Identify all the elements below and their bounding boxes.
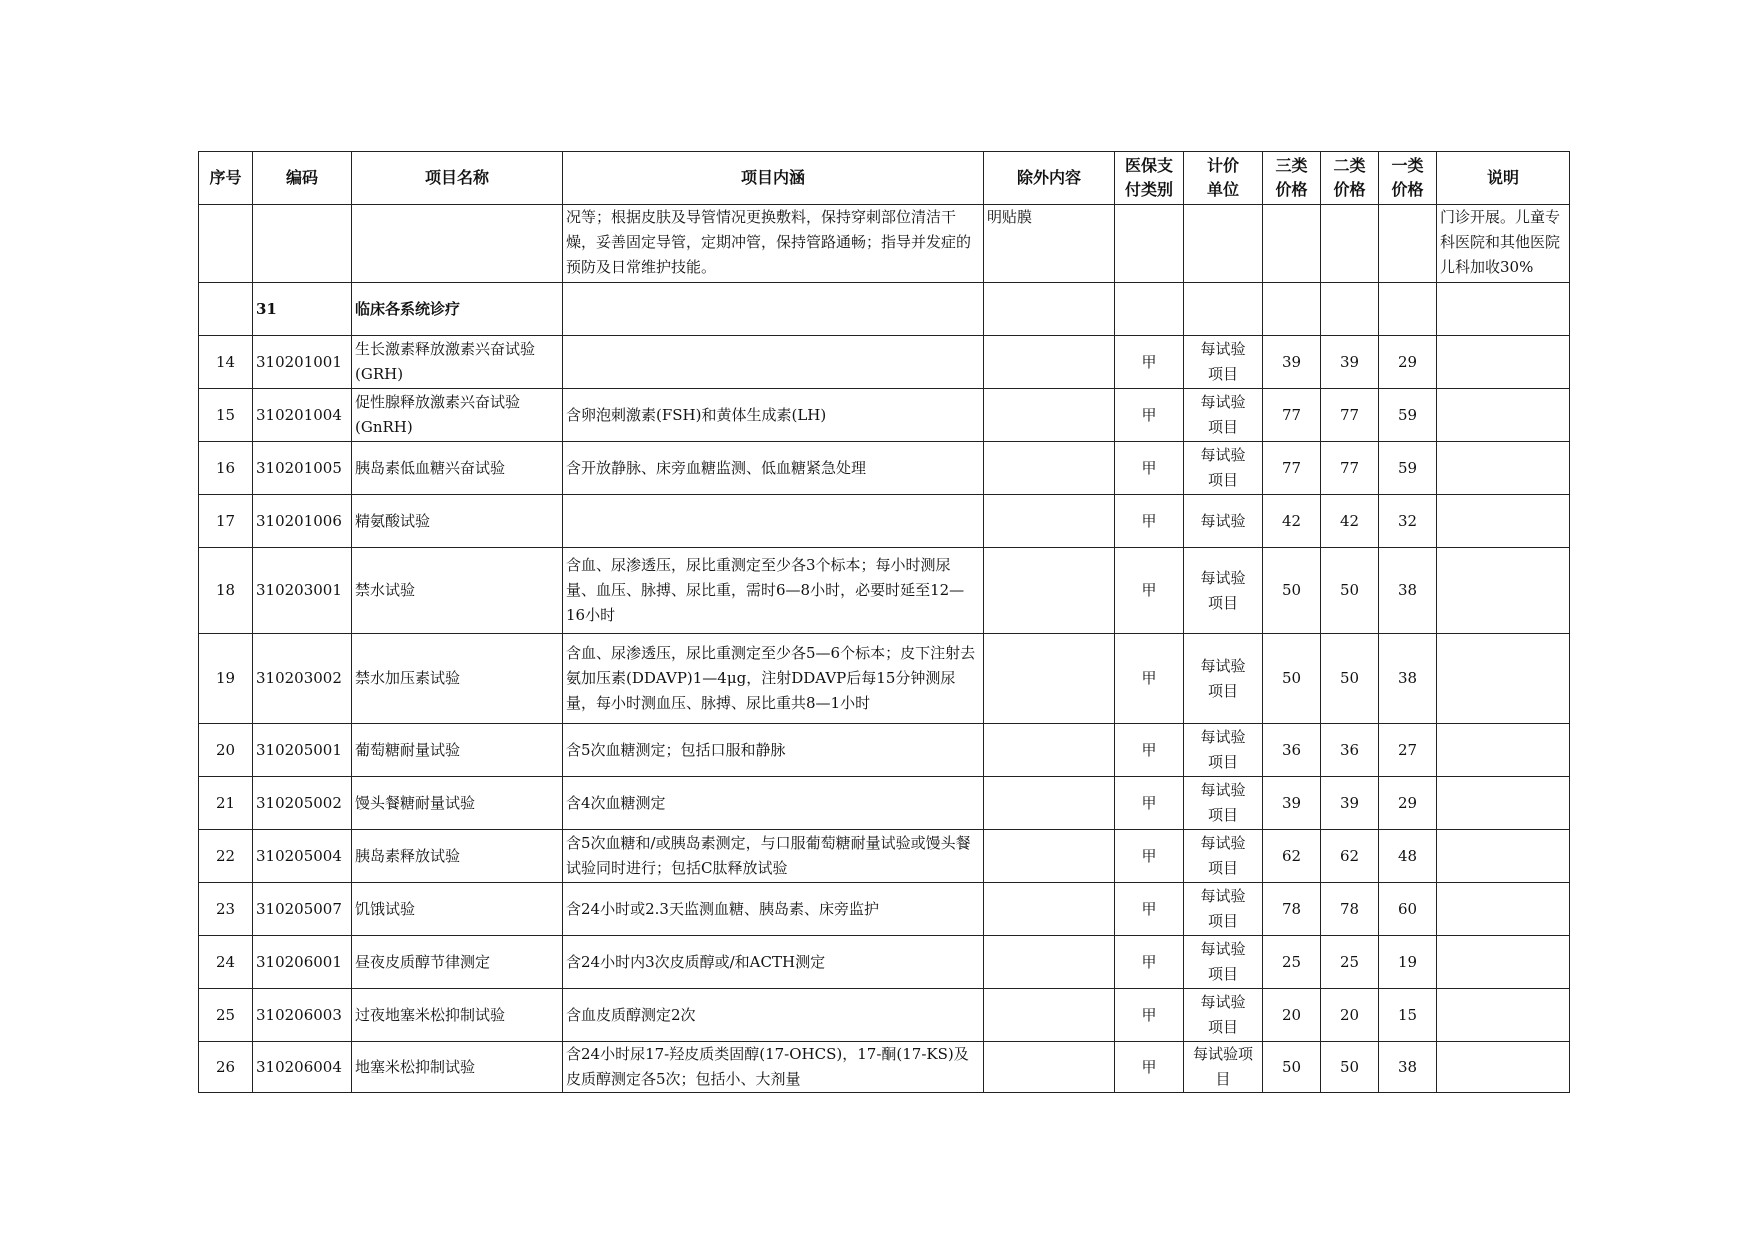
row-code: 310206003 xyxy=(253,989,352,1042)
row-price1: 19 xyxy=(1379,936,1437,989)
cont-price3 xyxy=(1263,205,1321,283)
row-excluded xyxy=(984,936,1115,989)
row-price3: 77 xyxy=(1263,389,1321,442)
row-code: 310203001 xyxy=(253,548,352,634)
row-code: 310201001 xyxy=(253,336,352,389)
row-price1: 60 xyxy=(1379,883,1437,936)
table-row xyxy=(199,442,1570,495)
row-code: 310201004 xyxy=(253,389,352,442)
section-empty xyxy=(1115,283,1184,336)
row-note xyxy=(1437,442,1570,495)
cont-code xyxy=(253,205,352,283)
row-name: 昼夜皮质醇节律测定 xyxy=(352,936,563,989)
row-seq: 20 xyxy=(199,724,253,777)
table-row xyxy=(199,548,1570,634)
row-name: 葡萄糖耐量试验 xyxy=(352,724,563,777)
cont-excluded: 明贴膜 xyxy=(984,205,1115,283)
row-price3: 50 xyxy=(1263,1042,1321,1093)
row-price2: 50 xyxy=(1321,548,1379,634)
continuation-row xyxy=(199,205,1570,283)
row-price3: 50 xyxy=(1263,634,1321,724)
row-unit: 每试验 项目 xyxy=(1184,724,1263,777)
row-insurance: 甲 xyxy=(1115,1042,1184,1093)
row-insurance: 甲 xyxy=(1115,989,1184,1042)
row-excluded xyxy=(984,1042,1115,1093)
cont-content: 况等；根据皮肤及导管情况更换敷料，保持穿刺部位清洁干燥，妥善固定导管，定期冲管，保持管路通畅；指导并发症的预防及日常维护技能。 xyxy=(563,205,984,283)
row-price3: 77 xyxy=(1263,442,1321,495)
row-code: 310203002 xyxy=(253,634,352,724)
row-code: 310206001 xyxy=(253,936,352,989)
row-price3: 36 xyxy=(1263,724,1321,777)
row-price1: 27 xyxy=(1379,724,1437,777)
row-unit: 每试验 项目 xyxy=(1184,989,1263,1042)
row-unit: 每试验 项目 xyxy=(1184,548,1263,634)
section-empty xyxy=(1379,283,1437,336)
row-price2: 36 xyxy=(1321,724,1379,777)
row-seq: 24 xyxy=(199,936,253,989)
row-note xyxy=(1437,634,1570,724)
row-insurance: 甲 xyxy=(1115,442,1184,495)
row-insurance: 甲 xyxy=(1115,336,1184,389)
row-insurance: 甲 xyxy=(1115,724,1184,777)
header-content: 项目内涵 xyxy=(563,152,984,205)
row-code: 310201005 xyxy=(253,442,352,495)
row-content: 含5次血糖测定；包括口服和静脉 xyxy=(563,724,984,777)
row-excluded xyxy=(984,389,1115,442)
section-empty xyxy=(1321,283,1379,336)
row-excluded xyxy=(984,830,1115,883)
row-code: 310205002 xyxy=(253,777,352,830)
cont-price2 xyxy=(1321,205,1379,283)
row-note xyxy=(1437,989,1570,1042)
row-unit: 每试验 项目 xyxy=(1184,389,1263,442)
row-price2: 62 xyxy=(1321,830,1379,883)
row-seq: 15 xyxy=(199,389,253,442)
header-price1: 一类 价格 xyxy=(1379,152,1437,205)
row-price3: 42 xyxy=(1263,495,1321,548)
section-name: 临床各系统诊疗 xyxy=(352,283,563,336)
row-seq: 18 xyxy=(199,548,253,634)
row-unit: 每试验 项目 xyxy=(1184,634,1263,724)
table-row xyxy=(199,495,1570,548)
header-insurance: 医保支 付类别 xyxy=(1115,152,1184,205)
row-price2: 20 xyxy=(1321,989,1379,1042)
section-empty xyxy=(984,283,1115,336)
row-insurance: 甲 xyxy=(1115,634,1184,724)
row-insurance: 甲 xyxy=(1115,936,1184,989)
row-price1: 29 xyxy=(1379,336,1437,389)
row-content: 含24小时或2.3天监测血糖、胰岛素、床旁监护 xyxy=(563,883,984,936)
row-name: 饥饿试验 xyxy=(352,883,563,936)
row-content: 含24小时尿17-羟皮质类固醇(17-OHCS)，17-酮(17-KS)及皮质醇测定各5次；包括小、大剂量 xyxy=(563,1042,984,1093)
table-row xyxy=(199,1042,1570,1093)
row-excluded xyxy=(984,634,1115,724)
row-price1: 59 xyxy=(1379,442,1437,495)
row-insurance: 甲 xyxy=(1115,883,1184,936)
row-name: 促性腺释放激素兴奋试验(GnRH) xyxy=(352,389,563,442)
row-note xyxy=(1437,936,1570,989)
row-note xyxy=(1437,777,1570,830)
section-row xyxy=(199,283,1570,336)
row-price3: 39 xyxy=(1263,777,1321,830)
header-price3: 三类 价格 xyxy=(1263,152,1321,205)
row-name: 精氨酸试验 xyxy=(352,495,563,548)
table-row xyxy=(199,389,1570,442)
row-content: 含5次血糖和/或胰岛素测定，与口服葡萄糖耐量试验或馒头餐试验同时进行；包括C肽释放试验 xyxy=(563,830,984,883)
header-excluded: 除外内容 xyxy=(984,152,1115,205)
section-empty xyxy=(563,283,984,336)
row-content: 含血皮质醇测定2次 xyxy=(563,989,984,1042)
row-name: 过夜地塞米松抑制试验 xyxy=(352,989,563,1042)
row-price3: 62 xyxy=(1263,830,1321,883)
row-price2: 50 xyxy=(1321,1042,1379,1093)
header-note: 说明 xyxy=(1437,152,1570,205)
row-code: 310205004 xyxy=(253,830,352,883)
row-note xyxy=(1437,1042,1570,1093)
section-empty xyxy=(1184,283,1263,336)
row-excluded xyxy=(984,724,1115,777)
row-content: 含血、尿渗透压，尿比重测定至少各5—6个标本；皮下注射去氨加压素(DDAVP)1—4μg，注射DDAVP后每15分钟测尿量，每小时测血压、脉搏、尿比重共8—1小时 xyxy=(563,634,984,724)
header-code: 编码 xyxy=(253,152,352,205)
row-note xyxy=(1437,883,1570,936)
row-name: 禁水加压素试验 xyxy=(352,634,563,724)
row-price2: 77 xyxy=(1321,442,1379,495)
cont-price1 xyxy=(1379,205,1437,283)
row-price2: 42 xyxy=(1321,495,1379,548)
row-seq: 25 xyxy=(199,989,253,1042)
row-content xyxy=(563,495,984,548)
header-name: 项目名称 xyxy=(352,152,563,205)
table-row xyxy=(199,830,1570,883)
row-code: 310205007 xyxy=(253,883,352,936)
row-note xyxy=(1437,548,1570,634)
row-price2: 78 xyxy=(1321,883,1379,936)
row-unit: 每试验 项目 xyxy=(1184,442,1263,495)
row-unit: 每试验 项目 xyxy=(1184,830,1263,883)
row-unit: 每试验 项目 xyxy=(1184,777,1263,830)
row-note xyxy=(1437,336,1570,389)
row-insurance: 甲 xyxy=(1115,548,1184,634)
table-row xyxy=(199,336,1570,389)
row-insurance: 甲 xyxy=(1115,389,1184,442)
table-row xyxy=(199,724,1570,777)
row-excluded xyxy=(984,442,1115,495)
row-seq: 17 xyxy=(199,495,253,548)
row-seq: 16 xyxy=(199,442,253,495)
row-name: 地塞米松抑制试验 xyxy=(352,1042,563,1093)
table-row xyxy=(199,936,1570,989)
row-content xyxy=(563,336,984,389)
header-seq: 序号 xyxy=(199,152,253,205)
row-note xyxy=(1437,495,1570,548)
table-row xyxy=(199,777,1570,830)
cont-note: 门诊开展。儿童专科医院和其他医院儿科加收30% xyxy=(1437,205,1570,283)
section-empty xyxy=(1437,283,1570,336)
row-name: 馒头餐糖耐量试验 xyxy=(352,777,563,830)
row-price2: 50 xyxy=(1321,634,1379,724)
row-seq: 23 xyxy=(199,883,253,936)
row-excluded xyxy=(984,883,1115,936)
table-row xyxy=(199,989,1570,1042)
row-price1: 32 xyxy=(1379,495,1437,548)
row-code: 310206004 xyxy=(253,1042,352,1093)
row-price3: 50 xyxy=(1263,548,1321,634)
row-code: 310205001 xyxy=(253,724,352,777)
row-name: 禁水试验 xyxy=(352,548,563,634)
row-unit: 每试验 项目 xyxy=(1184,336,1263,389)
price-table xyxy=(198,151,1570,1093)
row-seq: 21 xyxy=(199,777,253,830)
row-price1: 38 xyxy=(1379,548,1437,634)
row-excluded xyxy=(984,336,1115,389)
row-content: 含血、尿渗透压，尿比重测定至少各3个标本；每小时测尿量、血压、脉搏、尿比重，需时6—8小时，必要时延至12—16小时 xyxy=(563,548,984,634)
table-row xyxy=(199,883,1570,936)
row-seq: 14 xyxy=(199,336,253,389)
row-unit: 每试验 项目 xyxy=(1184,883,1263,936)
row-seq: 26 xyxy=(199,1042,253,1093)
row-unit: 每试验项 目 xyxy=(1184,1042,1263,1093)
row-note xyxy=(1437,830,1570,883)
header-row xyxy=(199,152,1570,205)
row-price3: 39 xyxy=(1263,336,1321,389)
row-price3: 20 xyxy=(1263,989,1321,1042)
row-content: 含开放静脉、床旁血糖监测、低血糖紧急处理 xyxy=(563,442,984,495)
row-price3: 25 xyxy=(1263,936,1321,989)
row-price2: 77 xyxy=(1321,389,1379,442)
row-price2: 39 xyxy=(1321,777,1379,830)
row-insurance: 甲 xyxy=(1115,830,1184,883)
row-name: 生长激素释放激素兴奋试验(GRH) xyxy=(352,336,563,389)
cont-seq xyxy=(199,205,253,283)
row-excluded xyxy=(984,989,1115,1042)
row-price2: 25 xyxy=(1321,936,1379,989)
section-seq xyxy=(199,283,253,336)
row-name: 胰岛素释放试验 xyxy=(352,830,563,883)
row-content: 含24小时内3次皮质醇或/和ACTH测定 xyxy=(563,936,984,989)
row-content: 含4次血糖测定 xyxy=(563,777,984,830)
row-excluded xyxy=(984,548,1115,634)
cont-unit xyxy=(1184,205,1263,283)
row-price3: 78 xyxy=(1263,883,1321,936)
table-row xyxy=(199,634,1570,724)
cont-insurance xyxy=(1115,205,1184,283)
row-note xyxy=(1437,389,1570,442)
row-price1: 59 xyxy=(1379,389,1437,442)
section-empty xyxy=(1263,283,1321,336)
header-price2: 二类 价格 xyxy=(1321,152,1379,205)
row-price2: 39 xyxy=(1321,336,1379,389)
row-price1: 38 xyxy=(1379,634,1437,724)
row-insurance: 甲 xyxy=(1115,495,1184,548)
section-code: 31 xyxy=(253,283,352,336)
row-note xyxy=(1437,724,1570,777)
row-seq: 22 xyxy=(199,830,253,883)
row-price1: 29 xyxy=(1379,777,1437,830)
cont-name xyxy=(352,205,563,283)
row-price1: 48 xyxy=(1379,830,1437,883)
row-price1: 38 xyxy=(1379,1042,1437,1093)
row-unit: 每试验 项目 xyxy=(1184,936,1263,989)
row-insurance: 甲 xyxy=(1115,777,1184,830)
item-rows xyxy=(199,336,1570,1093)
row-content: 含卵泡刺激素(FSH)和黄体生成素(LH) xyxy=(563,389,984,442)
row-excluded xyxy=(984,777,1115,830)
row-code: 310201006 xyxy=(253,495,352,548)
row-excluded xyxy=(984,495,1115,548)
row-unit: 每试验 xyxy=(1184,495,1263,548)
row-seq: 19 xyxy=(199,634,253,724)
row-price1: 15 xyxy=(1379,989,1437,1042)
row-name: 胰岛素低血糖兴奋试验 xyxy=(352,442,563,495)
header-unit: 计价 单位 xyxy=(1184,152,1263,205)
